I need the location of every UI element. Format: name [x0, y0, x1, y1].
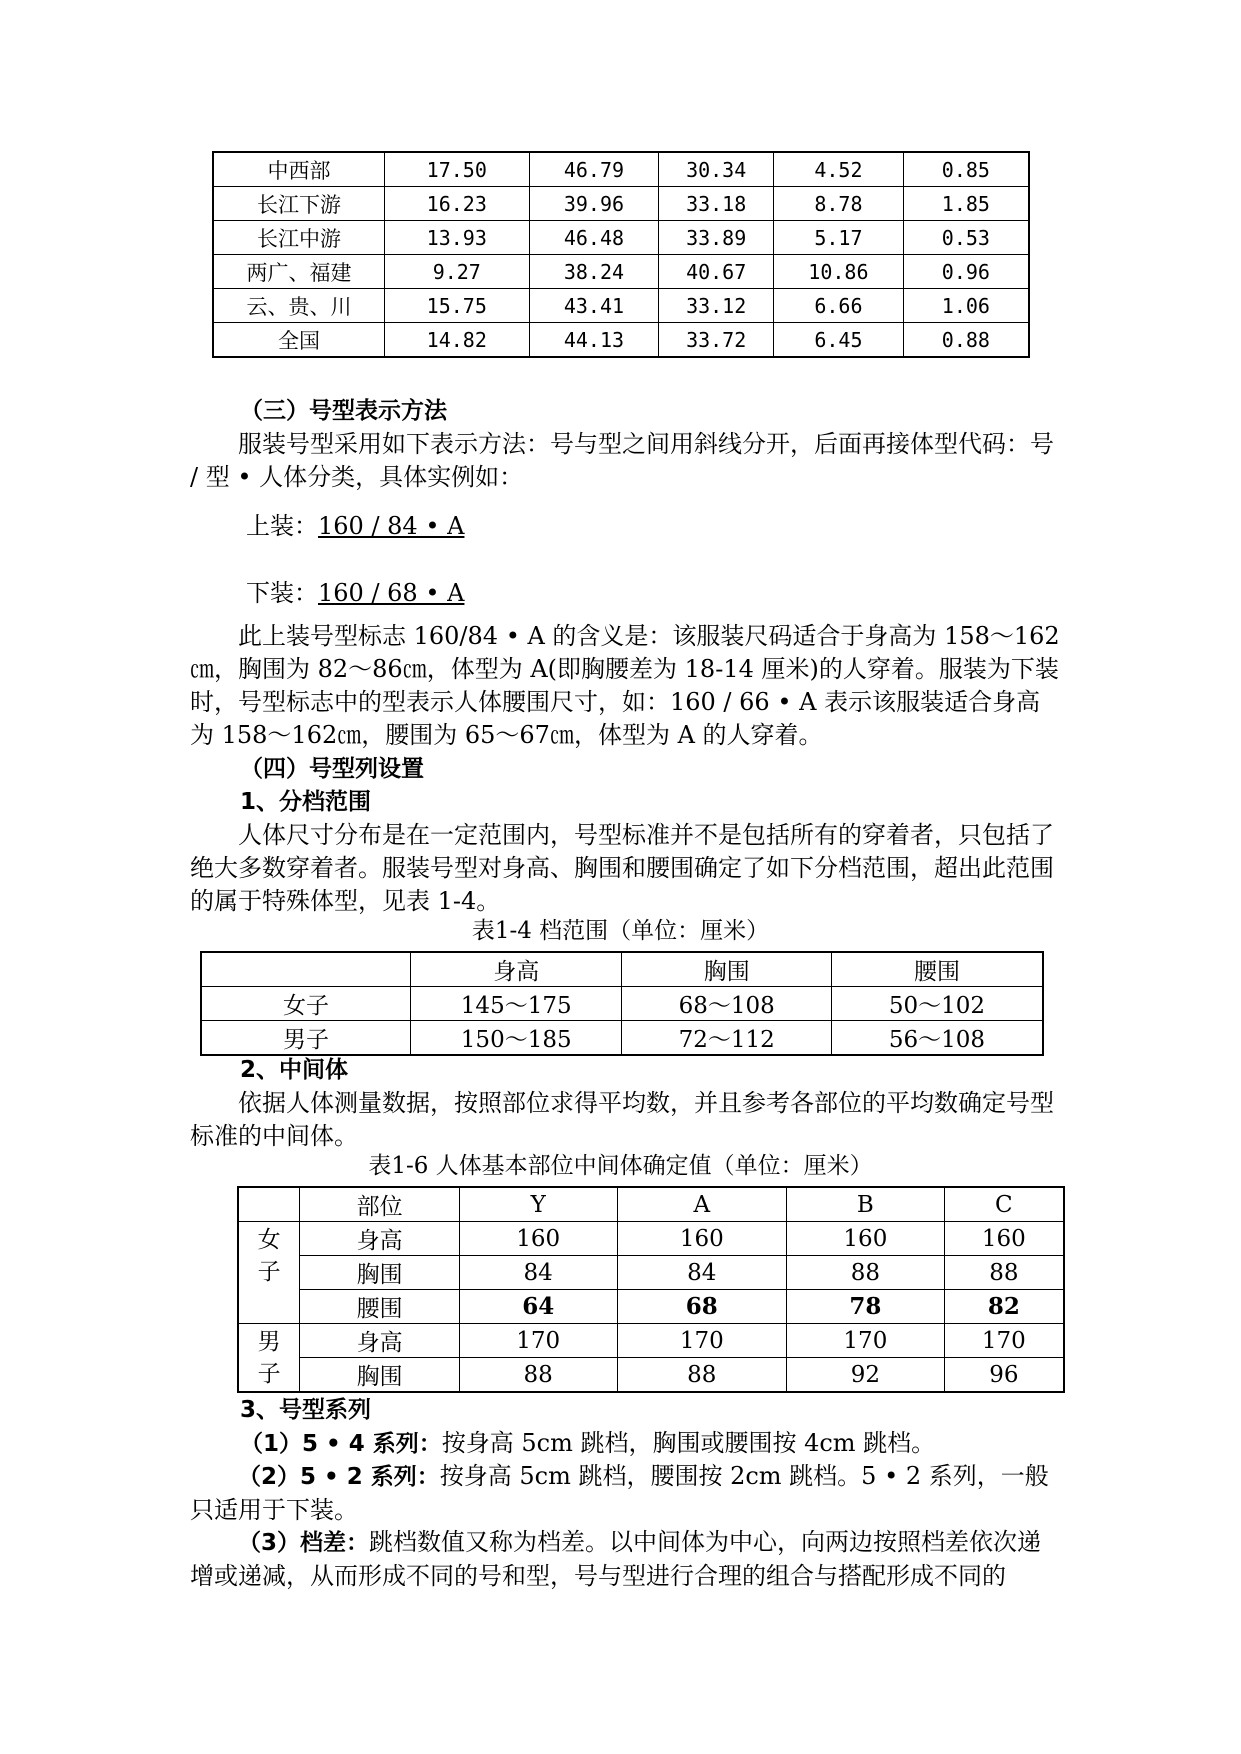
series-item-3 — [190, 1526, 1060, 1593]
bottom-example-label: 下装： — [246, 579, 318, 607]
male-group-label-char-2: 子 — [257, 1361, 281, 1387]
value-cell: 92 — [787, 1358, 945, 1393]
value-cell: 160 — [787, 1222, 945, 1256]
series-item-1 — [240, 1427, 1060, 1461]
region-cell: 全国 — [213, 323, 384, 358]
bottom-example-line — [246, 577, 1116, 610]
table-row — [238, 1222, 1064, 1256]
part-cell: 腰围 — [300, 1290, 460, 1324]
female-group-label — [238, 1222, 300, 1324]
region-cell: 云、贵、川 — [213, 289, 384, 323]
sub3-heading: 3、号型系列 — [240, 1397, 372, 1423]
sub2-heading: 2、中间体 — [240, 1057, 349, 1083]
region-cell: 长江中游 — [213, 221, 384, 255]
series-item-1-label: （1）5 • 4 系列： — [240, 1431, 442, 1457]
value-cell: 33.12 — [659, 289, 774, 323]
value-cell: 8.78 — [774, 187, 904, 221]
part-cell: 胸围 — [300, 1256, 460, 1290]
section3-explanation: 此上装号型标志 160/84 • A 的含义是：该服装尺码适合于身高为 158～162 ㎝，胸围为 82～86㎝，体型为 A(即胸腰差为 18-14 厘米)的人穿着。服装为下装时，号型标志中的型表示人体腰围尺寸，如：160 / 66 • A 表示该服装适合身高为 158～162㎝，腰围为 65～67㎝，体型为 A 的人穿着。 — [190, 622, 1060, 749]
value-cell: 46.79 — [529, 152, 659, 187]
region-cell: 两广、福建 — [213, 255, 384, 289]
value-cell: 170 — [944, 1324, 1064, 1358]
male-group-label-char-1: 男 — [257, 1329, 281, 1355]
table3-caption: 表1-6 人体基本部位中间体确定值（单位：厘米） — [368, 1153, 873, 1179]
header-cell: Y — [459, 1187, 617, 1222]
corner-cell — [238, 1187, 300, 1222]
part-cell: 胸围 — [300, 1358, 460, 1393]
header-cell: 腰围 — [831, 952, 1043, 987]
table-row — [238, 1324, 1064, 1358]
female-group-label-char-1: 女 — [257, 1227, 281, 1253]
value-cell: 170 — [617, 1324, 787, 1358]
part-cell: 身高 — [300, 1222, 460, 1256]
bottom-example-code: 160 / 68 • A — [318, 579, 465, 607]
value-cell: 39.96 — [529, 187, 659, 221]
value-cell: 160 — [944, 1222, 1064, 1256]
sub1-text: 人体尺寸分布是在一定范围内，号型标准并不是包括所有的穿着者，只包括了绝大多数穿着者。服装号型对身高、胸围和腰围确定了如下分档范围，超出此范围的属于特殊体型，见表 1-4。 — [190, 821, 1054, 915]
table-row — [201, 987, 1043, 1021]
table-header-row — [201, 952, 1043, 987]
series-item-3-label: （3）档差： — [238, 1530, 370, 1556]
value-cell: 13.93 — [384, 221, 529, 255]
series-item-1-text: 按身高 5cm 跳档，胸围或腰围按 4cm 跳档。 — [441, 1429, 936, 1457]
value-cell: 84 — [459, 1256, 617, 1290]
value-cell: 14.82 — [384, 323, 529, 358]
value-cell: 64 — [459, 1290, 617, 1324]
value-cell: 30.34 — [659, 152, 774, 187]
range-cell: 150～185 — [410, 1021, 622, 1056]
table-row — [213, 187, 1029, 221]
value-cell: 9.27 — [384, 255, 529, 289]
value-cell: 16.23 — [384, 187, 529, 221]
female-group-label-char-2: 子 — [257, 1259, 281, 1285]
value-cell: 1.85 — [903, 187, 1029, 221]
value-cell: 88 — [787, 1256, 945, 1290]
header-cell: B — [787, 1187, 945, 1222]
series-item-3-text: 跳档数值又称为档差。以中间体为中心，向两边按照档差依次递增或递减，从而形成不同的号和型，号与型进行合理的组合与搭配形成不同的 — [190, 1528, 1042, 1590]
value-cell: 78 — [787, 1290, 945, 1324]
header-cell — [201, 952, 410, 987]
series-item-2-text: 按身高 5cm 跳档，腰围按 2cm 跳档。5 • 2 系列，一般只适用于下装。 — [190, 1462, 1049, 1524]
value-cell: 88 — [617, 1358, 787, 1393]
value-cell: 170 — [787, 1324, 945, 1358]
value-cell: 82 — [944, 1290, 1064, 1324]
value-cell: 160 — [459, 1222, 617, 1256]
table-row — [238, 1290, 1064, 1324]
table-row — [238, 1358, 1064, 1393]
table-row — [238, 1256, 1064, 1290]
value-cell: 33.72 — [659, 323, 774, 358]
value-cell: 4.52 — [774, 152, 904, 187]
range-table — [200, 951, 1044, 1056]
top-example-label: 上装： — [246, 512, 318, 540]
value-cell: 68 — [617, 1290, 787, 1324]
value-cell: 38.24 — [529, 255, 659, 289]
value-cell: 15.75 — [384, 289, 529, 323]
value-cell: 84 — [617, 1256, 787, 1290]
header-cell: 胸围 — [622, 952, 832, 987]
header-cell: 身高 — [410, 952, 622, 987]
value-cell: 46.48 — [529, 221, 659, 255]
range-cell: 50～102 — [831, 987, 1043, 1021]
male-group-label — [238, 1324, 300, 1393]
table-row — [201, 1021, 1043, 1056]
section3-intro: 服装号型采用如下表示方法：号与型之间用斜线分开，后面再接体型代码：号 / 型 • 人体分类，具体实例如： — [190, 430, 1054, 491]
table2-caption: 表1-4 档范围（单位：厘米） — [471, 918, 770, 944]
value-cell: 88 — [459, 1358, 617, 1393]
region-cell: 长江下游 — [213, 187, 384, 221]
table-header-row — [238, 1187, 1064, 1222]
value-cell: 10.86 — [774, 255, 904, 289]
value-cell: 44.13 — [529, 323, 659, 358]
range-cell: 56～108 — [831, 1021, 1043, 1056]
sub2-text: 依据人体测量数据，按照部位求得平均数，并且参考各部位的平均数确定号型标准的中间体。 — [190, 1089, 1054, 1150]
value-cell: 40.67 — [659, 255, 774, 289]
range-cell: 145～175 — [410, 987, 622, 1021]
value-cell: 96 — [944, 1358, 1064, 1393]
value-cell: 0.53 — [903, 221, 1029, 255]
sub1-heading: 1、分档范围 — [240, 789, 372, 815]
header-cell: 部位 — [300, 1187, 460, 1222]
value-cell: 43.41 — [529, 289, 659, 323]
top-example-code: 160 / 84 • A — [318, 512, 465, 540]
table-row — [213, 323, 1029, 358]
gender-cell: 女子 — [201, 987, 410, 1021]
top-example-line — [246, 510, 1116, 543]
part-cell: 身高 — [300, 1324, 460, 1358]
value-cell: 6.66 — [774, 289, 904, 323]
header-cell: C — [944, 1187, 1064, 1222]
value-cell: 0.88 — [903, 323, 1029, 358]
value-cell: 5.17 — [774, 221, 904, 255]
region-cell: 中西部 — [213, 152, 384, 187]
value-cell: 17.50 — [384, 152, 529, 187]
table-row — [213, 289, 1029, 323]
value-cell: 33.89 — [659, 221, 774, 255]
gender-cell: 男子 — [201, 1021, 410, 1056]
value-cell: 160 — [617, 1222, 787, 1256]
value-cell: 88 — [944, 1256, 1064, 1290]
range-cell: 68～108 — [622, 987, 832, 1021]
series-item-2-label: （2）5 • 2 系列： — [238, 1464, 440, 1490]
table-row — [213, 152, 1029, 187]
range-cell: 72～112 — [622, 1021, 832, 1056]
table-row — [213, 221, 1029, 255]
middle-body-table — [237, 1186, 1065, 1393]
value-cell: 0.85 — [903, 152, 1029, 187]
value-cell: 1.06 — [903, 289, 1029, 323]
series-item-2 — [190, 1460, 1060, 1527]
regional-ratio-table — [212, 151, 1030, 358]
section4-heading: （四）号型列设置 — [240, 756, 424, 782]
value-cell: 6.45 — [774, 323, 904, 358]
table-row — [213, 255, 1029, 289]
header-cell: A — [617, 1187, 787, 1222]
section3-heading: （三）号型表示方法 — [240, 398, 447, 424]
value-cell: 170 — [459, 1324, 617, 1358]
value-cell: 33.18 — [659, 187, 774, 221]
value-cell: 0.96 — [903, 255, 1029, 289]
